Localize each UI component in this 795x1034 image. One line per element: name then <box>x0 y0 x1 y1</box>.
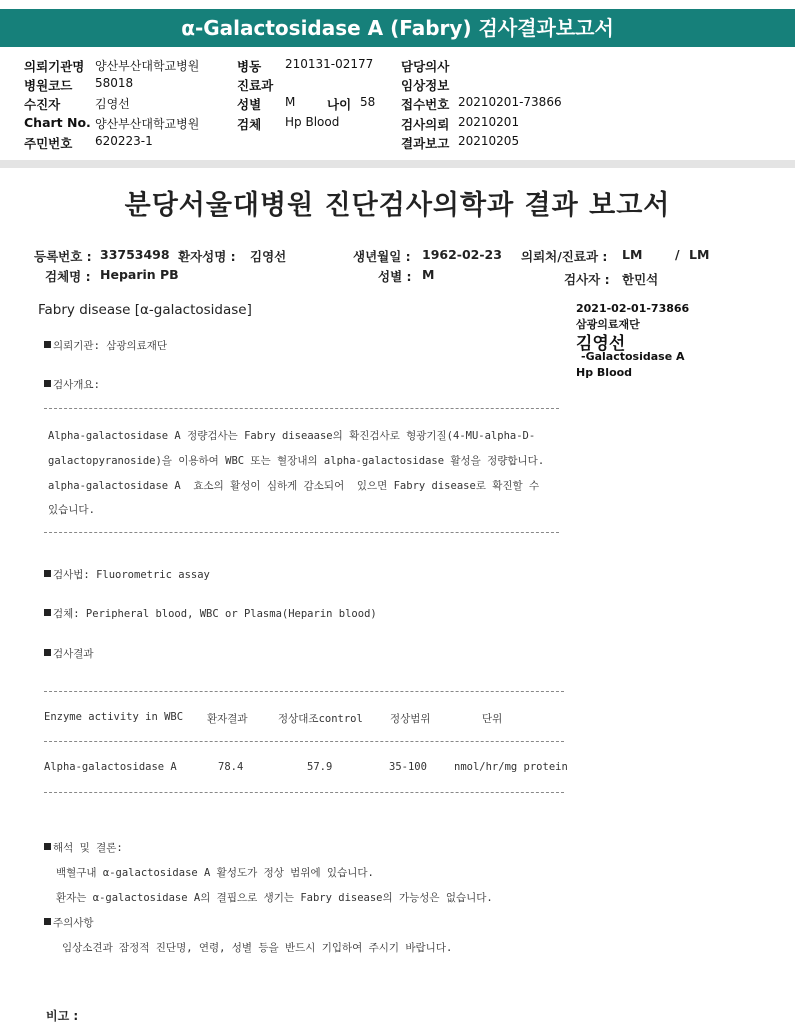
bullet-square-icon <box>44 918 51 925</box>
bullet-square-icon <box>44 649 51 656</box>
bullet-square-icon <box>44 843 51 850</box>
table-header-cell: 단위 <box>482 713 503 725</box>
sex-label: 성별 <box>237 97 262 112</box>
table-divider-top <box>44 691 564 692</box>
request-date-value: 20210201 <box>458 115 520 129</box>
table-cell-patient-result: 78.4 <box>218 761 244 773</box>
test-method: 검사법: Fluorometric assay <box>44 567 210 582</box>
stamp-specimen: Hp Blood <box>576 366 633 379</box>
bullet-square-icon <box>44 380 51 387</box>
doctor-label: 담당의사 <box>401 59 450 74</box>
stamp-org: 삼광의료재단 <box>576 318 640 331</box>
patient-name-label: 환자성명 : <box>178 249 236 264</box>
request-date-label: 검사의뢰 <box>401 117 450 132</box>
hospital-name-label: 의뢰기관명 <box>24 59 85 74</box>
overview-line: 있습니다. <box>48 504 95 516</box>
report-sex-value: M <box>422 267 435 282</box>
clinical-info-label: 임상정보 <box>401 78 450 93</box>
overview-line: alpha-galactosidase A 효소의 활성이 심하게 감소되어 있으면 Fabry disease로 확진할 수 <box>48 480 540 492</box>
table-header-cell: 정상범위 <box>390 713 431 725</box>
stamp-receipt-no: 2021-02-01-73866 <box>576 302 690 315</box>
patient-value: 김영선 <box>95 97 130 111</box>
result-heading: 검사결과 <box>44 646 94 661</box>
sex-value: M <box>285 95 296 109</box>
specimen-label: 검체 <box>237 117 262 132</box>
table-cell-unit: nmol/hr/mg protein <box>454 761 568 773</box>
remarks-label: 비고 : <box>46 1009 79 1023</box>
hospital-code-value: 58018 <box>95 76 134 90</box>
interpretation-heading: 해석 및 결론: <box>44 840 123 855</box>
table-header-cell: 정상대조control <box>278 713 363 725</box>
overview-divider-top <box>44 408 559 409</box>
dob-value: 1962-02-23 <box>422 247 502 262</box>
table-cell-enzyme: Alpha-galactosidase A <box>44 761 177 773</box>
dept-value-1: LM <box>622 247 643 262</box>
report-title: 분당서울대병원 진단검사의학과 결과 보고서 <box>124 190 671 221</box>
dept-label: 의뢰처/진료과 : <box>521 249 608 264</box>
patient-label: 수진자 <box>24 97 61 112</box>
chart-no-label: Chart No. <box>24 115 91 130</box>
interpretation-line: 백혈구내 α-galactosidase A 활성도가 정상 범위에 있습니다. <box>56 867 374 879</box>
receipt-no-label: 접수번호 <box>401 97 450 112</box>
table-cell-control: 57.9 <box>307 761 333 773</box>
specimen-name-label: 검체명 : <box>45 269 91 284</box>
resident-no-value: 620223-1 <box>95 134 153 148</box>
caution-line: 임상소견과 잠정적 진단명, 연령, 성별 등을 반드시 기입하여 주시기 바랍니다. <box>62 942 453 954</box>
report-header-title: α-Galactosidase A (Fabry) 검사결과보고서 <box>181 16 614 40</box>
dob-label: 생년월일 : <box>353 249 411 264</box>
patient-name-value: 김영선 <box>250 249 287 264</box>
reg-no-value: 33753498 <box>100 247 170 262</box>
ward-value: 210131-02177 <box>285 57 374 71</box>
header-divider <box>0 160 795 168</box>
age-value: 58 <box>360 95 376 109</box>
age-label: 나이 <box>327 97 352 112</box>
overview-line: galactopyranoside)을 이용하여 WBC 또는 혈장내의 alpha-galactosidase 활성을 정량합니다. <box>48 455 545 467</box>
requesting-org: 의뢰기관: 삼광의료재단 <box>44 338 167 353</box>
test-title: Fabry disease [α-galactosidase] <box>38 302 252 318</box>
table-divider-bottom <box>44 792 564 793</box>
specimen-name-value: Heparin PB <box>100 267 179 282</box>
examiner-label: 검사자 : <box>564 272 610 287</box>
specimen-value: Hp Blood <box>285 115 340 129</box>
bullet-square-icon <box>44 570 51 577</box>
interpretation-line: 환자는 α-galactosidase A의 결핍으로 생기는 Fabry disease의 가능성은 없습니다. <box>56 892 493 904</box>
report-date-value: 20210205 <box>458 134 520 148</box>
overview-heading: 검사개요: <box>44 377 100 392</box>
table-divider-mid <box>44 741 564 742</box>
examiner-value: 한민석 <box>622 272 659 287</box>
resident-no-label: 주민번호 <box>24 136 73 151</box>
hospital-name-value: 양산부산대학교병원 <box>95 59 200 73</box>
department-label: 진료과 <box>237 78 274 93</box>
bullet-square-icon <box>44 609 51 616</box>
receipt-no-value: 20210201-73866 <box>458 95 562 109</box>
report-sex-label: 성별 : <box>378 269 412 284</box>
caution-heading: 주의사항 <box>44 915 94 930</box>
hospital-code-label: 병원코드 <box>24 78 73 93</box>
dept-separator: / <box>675 247 680 262</box>
reg-no-label: 등록번호 : <box>34 249 92 264</box>
dept-value-2: LM <box>689 247 710 262</box>
overview-divider-bottom <box>44 532 559 533</box>
stamp-test-name: -Galactosidase A <box>581 350 685 363</box>
table-cell-range: 35-100 <box>389 761 427 773</box>
overview-line: Alpha-galactosidase A 정량검사는 Fabry diseaase의 확진검사로 형광기질(4-MU-alpha-D- <box>48 430 536 442</box>
table-header-cell: Enzyme activity in WBC <box>44 711 184 723</box>
ward-label: 병동 <box>237 59 262 74</box>
chart-no-value: 양산부산대학교병원 <box>95 117 200 131</box>
table-header-cell: 환자결과 <box>207 713 248 725</box>
report-date-label: 결과보고 <box>401 136 450 151</box>
bullet-square-icon <box>44 341 51 348</box>
test-specimen: 검체: Peripheral blood, WBC or Plasma(Heparin blood) <box>44 606 377 621</box>
stamp-patient-name: 김영선 <box>576 334 626 354</box>
